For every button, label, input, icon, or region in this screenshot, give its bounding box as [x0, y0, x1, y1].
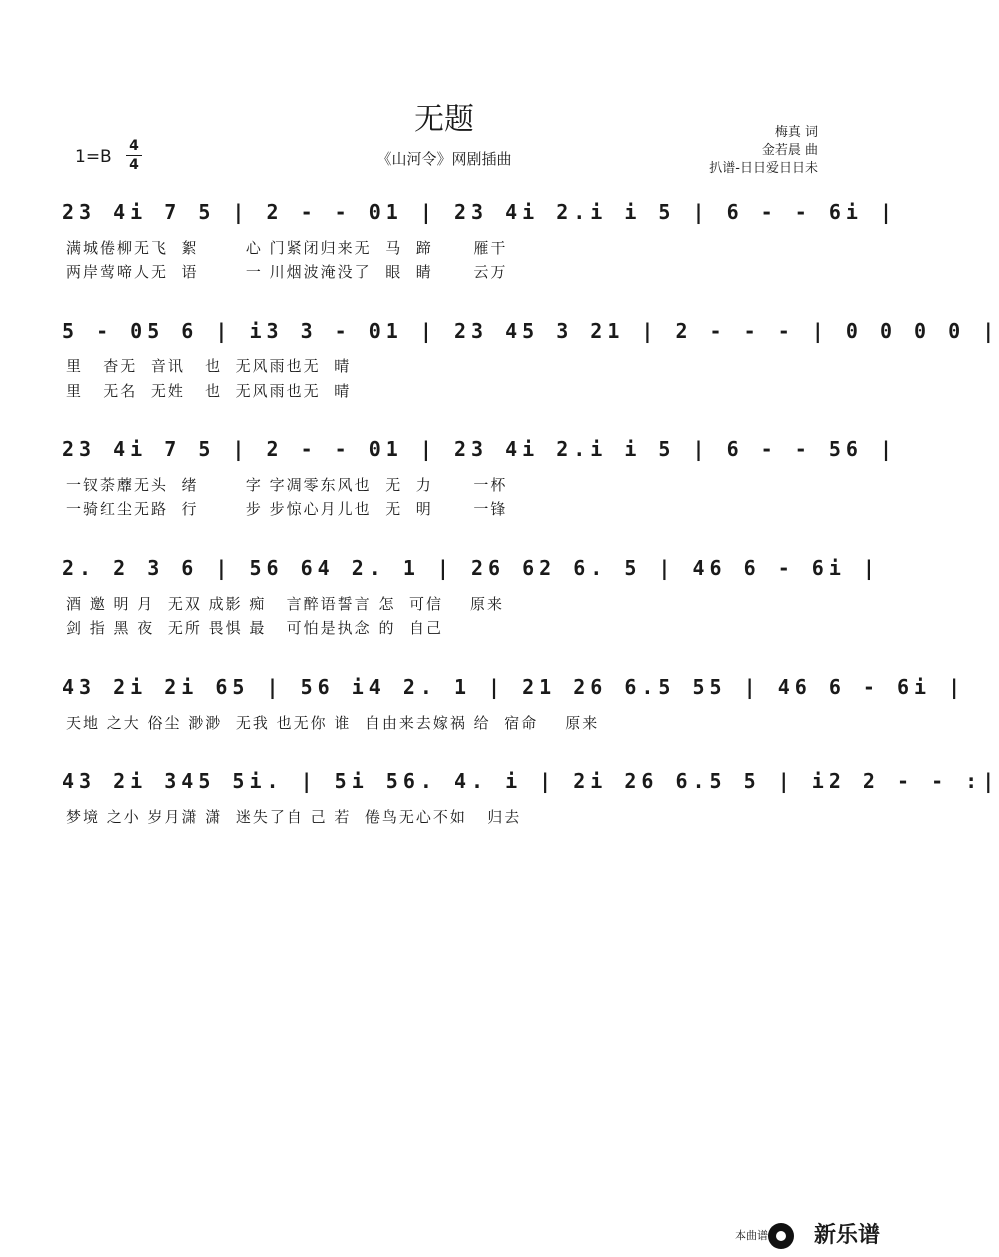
time-signature-top: 4 — [129, 138, 139, 154]
notation-line: 23 4i 7 5 | 2 - - 01 | 23 4i 2.i i 5 | 6 - - 56 | — [62, 437, 898, 461]
notation-line: 43 2i 2i 65 | 56 i4 2. 1 | 21 26 6.5 55 | 46 6 - 6i | — [62, 675, 966, 699]
notation-line: 5 - 05 6 | i3 3 - 01 | 23 45 3 21 | 2 - - - | 0 0 0 0 | — [62, 319, 999, 343]
transcriber-credit: 扒谱-日日爱日日未 — [709, 161, 818, 176]
notation-line: 43 2i 345 5i. | 5i 56. 4. i | 2i 26 6.5 5 | i2 2 - - :| — [62, 769, 999, 793]
notation-line: 23 4i 7 5 | 2 - - 01 | 23 4i 2.i i 5 | 6 - - 6i | — [62, 200, 898, 224]
lyric-line: 梦境 之小 岁月潇 潇 迷失了自 己 若 倦鸟无心不如 归去 — [66, 808, 522, 826]
lyric-line: 剑 指 黑 夜 无所 畏惧 最 可怕是执念 的 自己 — [66, 619, 443, 637]
composer-credit: 金若晨 曲 — [761, 143, 818, 158]
brand-logo-text: 新乐谱 — [813, 1223, 880, 1248]
notation-line: 2. 2 3 6 | 56 64 2. 1 | 26 62 6. 5 | 46 6 - 6i | — [62, 556, 880, 580]
lyric-line: 酒 邀 明 月 无双 成影 痴 言醉语誓言 怎 可信 原来 — [66, 595, 505, 613]
lyricist-credit: 梅真 词 — [774, 125, 818, 140]
time-signature — [126, 138, 142, 173]
lyric-line: 天地 之大 俗尘 渺渺 无我 也无你 谁 自由来去嫁祸 给 宿命 原来 — [66, 714, 600, 732]
song-title: 无题 — [414, 102, 474, 137]
lyric-line: 两岸莺啼人无 语 一 川烟波淹没了 眼 睛 云万 — [66, 263, 508, 281]
vinyl-record-icon — [768, 1223, 794, 1249]
time-signature-bar — [126, 155, 142, 156]
lyric-line: 里 杳无 音讯 也 无风雨也无 晴 — [66, 357, 352, 375]
time-signature-bottom: 4 — [129, 157, 139, 173]
song-subtitle: 《山河令》网剧插曲 — [376, 150, 512, 168]
lyric-line: 一骑红尘无路 行 步 步惊心月儿也 无 明 一锋 — [66, 500, 508, 518]
lyric-line: 满城倦柳无飞 絮 心 门紧闭归来无 马 蹄 雁干 — [66, 239, 508, 257]
footer-note: 本曲谱 — [735, 1229, 768, 1242]
lyric-line: 一钗荼蘼无头 绪 字 字凋零东风也 无 力 一杯 — [66, 476, 508, 494]
credits — [709, 124, 818, 178]
key-signature: 1=B — [75, 147, 112, 167]
lyric-line: 里 无名 无姓 也 无风雨也无 晴 — [66, 382, 352, 400]
